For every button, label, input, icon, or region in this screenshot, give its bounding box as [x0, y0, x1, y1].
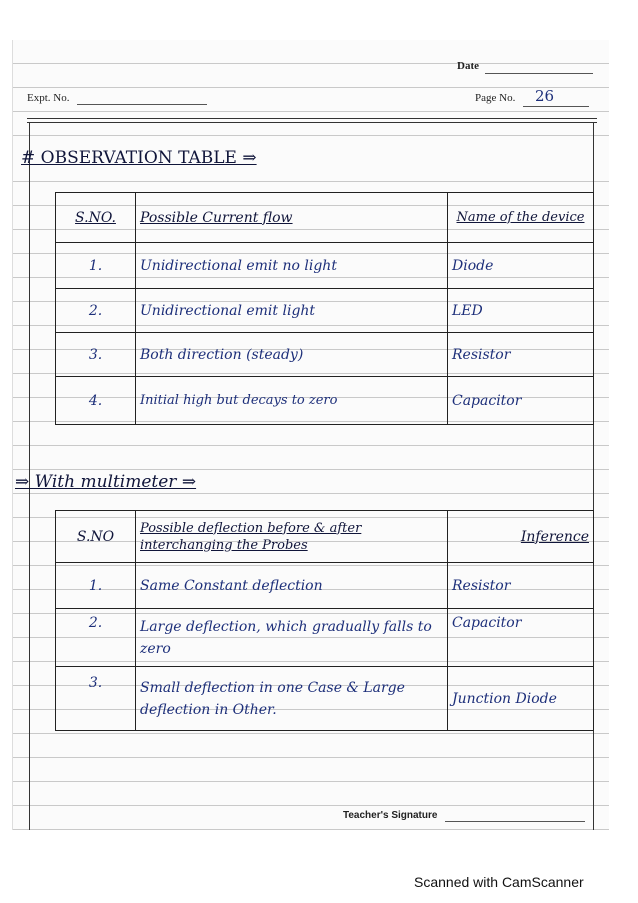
- date-label: Date: [457, 60, 479, 72]
- row-sno: 3.: [56, 667, 136, 731]
- header-rule: [27, 118, 597, 119]
- table-row: [56, 563, 594, 609]
- date-line: [485, 73, 593, 74]
- signature-line: [445, 821, 585, 822]
- col-header-current-flow: Possible Current flow: [136, 193, 448, 243]
- col-header-sno: S.NO.: [56, 193, 136, 243]
- multimeter-section-title: ⇒ With multimeter ⇒: [15, 472, 197, 492]
- table-header-row: [56, 511, 594, 563]
- row-device: LED: [448, 289, 594, 333]
- table-header-row: [56, 193, 594, 243]
- row-deflection: Same Constant deflection: [136, 563, 448, 609]
- row-deflection: Small deflection in one Case & Large deflection in Other.: [136, 667, 448, 731]
- header-rule-2: [27, 122, 597, 123]
- page-no-line: [523, 106, 589, 107]
- row-flow: Unidirectional emit no light: [136, 243, 448, 289]
- table-row: [56, 667, 594, 731]
- table-row: [56, 333, 594, 377]
- row-device: Capacitor: [448, 377, 594, 425]
- teachers-signature-label: Teacher's Signature: [343, 810, 438, 821]
- row-sno: 4.: [56, 377, 136, 425]
- row-inference: Capacitor: [448, 609, 594, 667]
- expt-no-line: [77, 104, 207, 105]
- row-sno: 2.: [56, 289, 136, 333]
- col-header-sno: S.NO: [56, 511, 136, 563]
- observation-table-title: # OBSERVATION TABLE ⇒: [21, 148, 257, 168]
- table-row: [56, 377, 594, 425]
- row-sno: 2.: [56, 609, 136, 667]
- row-device: Resistor: [448, 333, 594, 377]
- row-sno: 1.: [56, 563, 136, 609]
- col-header-device-name: Name of the device: [448, 193, 594, 243]
- row-inference: Junction Diode: [448, 667, 594, 731]
- col-header-deflection: Possible deflection before & after interchanging the Probes: [136, 511, 448, 563]
- row-flow: Both direction (steady): [136, 333, 448, 377]
- page-no-label: Page No.: [475, 92, 516, 104]
- expt-no-label: Expt. No.: [27, 92, 70, 104]
- row-sno: 3.: [56, 333, 136, 377]
- page-number: 26: [535, 87, 555, 105]
- multimeter-table: [55, 510, 594, 731]
- table-row: [56, 289, 594, 333]
- table-row: [56, 609, 594, 667]
- col-header-inference: Inference: [448, 511, 594, 563]
- row-sno: 1.: [56, 243, 136, 289]
- row-flow: Initial high but decays to zero: [136, 377, 448, 425]
- scanner-watermark: Scanned with CamScanner: [414, 874, 584, 890]
- table-row: [56, 243, 594, 289]
- row-device: Diode: [448, 243, 594, 289]
- row-flow: Unidirectional emit light: [136, 289, 448, 333]
- observation-table: [55, 192, 594, 425]
- notebook-page: [12, 40, 609, 830]
- row-inference: Resistor: [448, 563, 594, 609]
- row-deflection: Large deflection, which gradually falls to zero: [136, 609, 448, 667]
